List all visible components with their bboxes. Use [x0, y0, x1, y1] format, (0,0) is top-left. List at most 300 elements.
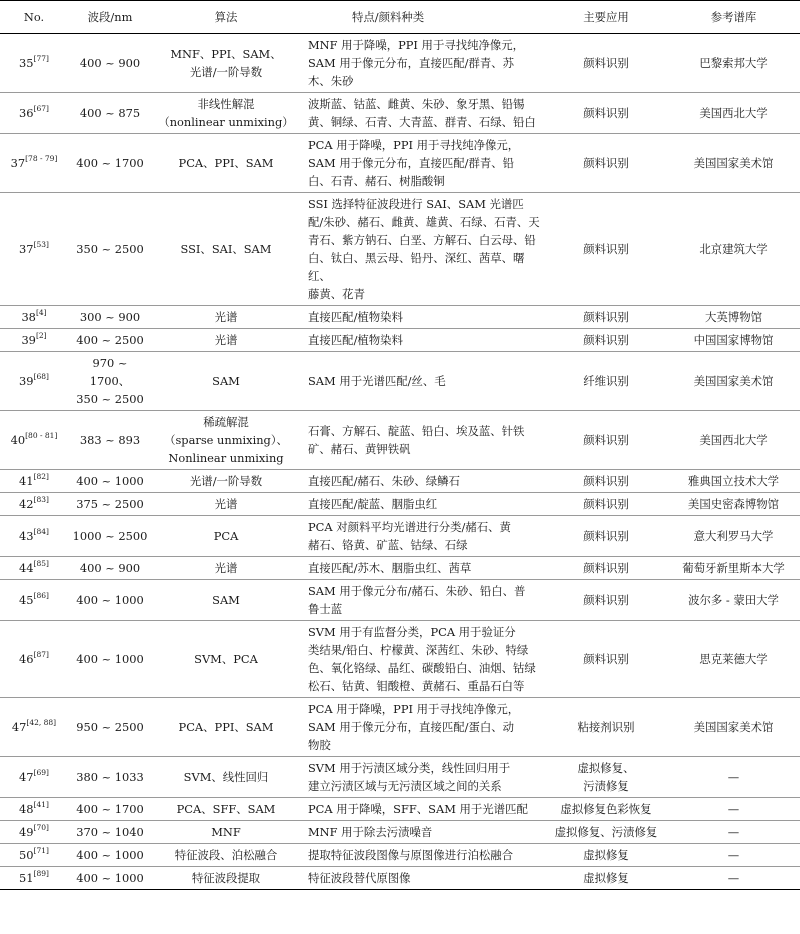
band-cell: [68, 493, 152, 516]
band-cell-line: 400 ~ 1000: [76, 593, 144, 607]
features-cell: [300, 698, 545, 757]
library-cell: [667, 34, 800, 93]
row-number: [0, 306, 68, 329]
algorithm-cell: [152, 844, 300, 867]
algorithm-cell-line: 稀疏解混: [203, 415, 249, 429]
features-cell-line: SAM 用于像元分布，直接匹配/群青、苏: [308, 56, 515, 70]
algorithm-cell: [152, 470, 300, 493]
band-cell: [68, 352, 152, 411]
features-cell: [300, 306, 545, 329]
row-number: [0, 34, 68, 93]
features-cell-line: SVM 用于污渍区域分类，线性回归用于: [308, 761, 511, 775]
row-number-text: 39: [19, 374, 34, 388]
features-cell: [300, 621, 545, 698]
library-cell-line: 北京建筑大学: [699, 242, 768, 256]
table-row: [0, 34, 800, 93]
features-cell: [300, 329, 545, 352]
table-row: [0, 516, 800, 557]
features-cell-line: 赭石、铬黄、矿蓝、钴绿、石绿: [308, 538, 468, 552]
row-number-text: 45: [19, 593, 34, 607]
features-cell: [300, 134, 545, 193]
algorithm-cell: [152, 557, 300, 580]
reference-citation: [2]: [35, 331, 47, 340]
features-cell-line: 直接匹配/植物染料: [308, 333, 403, 347]
library-cell-line: —: [727, 825, 740, 839]
algorithm-cell: [152, 193, 300, 306]
band-cell-line: 400 ~ 1700: [76, 156, 144, 170]
library-cell: [667, 134, 800, 193]
table-row: [0, 93, 800, 134]
application-cell: [545, 580, 667, 621]
features-cell-line: 矿、赭石、黄钾铁矾: [308, 442, 411, 456]
column-header-features: 特点/颜料种类: [300, 1, 545, 34]
table-row: [0, 844, 800, 867]
application-cell-line: 颜料识别: [583, 529, 629, 543]
library-cell: [667, 580, 800, 621]
library-cell: [667, 352, 800, 411]
band-cell-line: 970 ~ 1700、: [89, 356, 131, 388]
features-cell: [300, 352, 545, 411]
band-cell-line: 370 ~ 1040: [76, 825, 144, 839]
library-cell: [667, 798, 800, 821]
features-cell-line: 配/朱砂、赭石、雌黄、雄黄、石绿、石青、天: [308, 215, 540, 229]
features-cell-line: SAM 用于光谱匹配/丝、毛: [308, 374, 446, 388]
table-row: [0, 352, 800, 411]
application-cell: [545, 798, 667, 821]
reference-citation: [82]: [33, 472, 49, 481]
band-cell-line: 400 ~ 1000: [76, 474, 144, 488]
band-cell: [68, 798, 152, 821]
algorithm-cell: [152, 306, 300, 329]
algorithm-cell-line: PCA、PPI、SAM: [178, 720, 274, 734]
application-cell-line: 污渍修复: [583, 779, 629, 793]
band-cell-line: 350 ~ 2500: [76, 392, 144, 406]
features-cell-line: PCA 用于降噪，PPI 用于寻找纯净像元，: [308, 138, 520, 152]
application-cell-line: 颜料识别: [583, 497, 629, 511]
features-cell-line: 鲁士蓝: [308, 602, 343, 616]
row-number-text: 37: [19, 242, 34, 256]
features-cell-line: 石膏、方解石、靛蓝、铅白、埃及蓝、针铁: [308, 424, 525, 438]
table-row: [0, 557, 800, 580]
row-number-text: 38: [21, 310, 36, 324]
library-cell-line: 波尔多 - 蒙田大学: [688, 593, 779, 607]
library-cell-line: 巴黎索邦大学: [699, 56, 768, 70]
application-cell-line: 纤维识别: [583, 374, 629, 388]
table-row: [0, 134, 800, 193]
features-cell-line: PCA 用于降噪，SFF、SAM 用于光谱匹配: [308, 802, 528, 816]
reference-citation: [53]: [33, 240, 49, 249]
application-cell: [545, 411, 667, 470]
table-row: [0, 411, 800, 470]
library-cell-line: 意大利罗马大学: [693, 529, 774, 543]
column-header-application: 主要应用: [545, 1, 667, 34]
application-cell: [545, 329, 667, 352]
band-cell-line: 400 ~ 1000: [76, 871, 144, 885]
features-cell-line: SSI 选择特征波段进行 SAI、SAM 光谱匹: [308, 197, 524, 211]
table-row: [0, 580, 800, 621]
algorithm-cell: [152, 93, 300, 134]
table-row: [0, 698, 800, 757]
algorithm-cell-line: SAM: [212, 593, 240, 607]
library-cell: [667, 329, 800, 352]
features-cell: [300, 757, 545, 798]
algorithm-cell: [152, 580, 300, 621]
row-number: [0, 352, 68, 411]
row-number-text: 50: [19, 848, 34, 862]
row-number-text: 40: [10, 433, 26, 447]
column-header-algorithm: 算法: [152, 1, 300, 34]
column-header-library: 参考谱库: [667, 1, 800, 34]
features-cell: [300, 411, 545, 470]
application-cell-line: 虚拟修复: [583, 871, 629, 885]
algorithm-cell: [152, 798, 300, 821]
table-row: [0, 493, 800, 516]
features-cell: [300, 844, 545, 867]
band-cell: [68, 580, 152, 621]
features-cell: [300, 516, 545, 557]
table-header-row: [0, 1, 800, 34]
band-cell-line: 350 ~ 2500: [76, 242, 144, 256]
features-cell-line: 类结果/铅白、柠檬黄、深茜红、朱砂、特绿: [308, 643, 529, 657]
row-number: [0, 470, 68, 493]
algorithm-cell-line: MNF: [211, 825, 241, 839]
reference-citation: [83]: [33, 495, 49, 504]
library-cell-line: 美国国家美术馆: [693, 374, 774, 388]
row-number-text: 49: [19, 825, 34, 839]
band-cell: [68, 306, 152, 329]
algorithm-cell-line: 光谱: [214, 497, 238, 511]
application-cell: [545, 821, 667, 844]
band-cell: [68, 821, 152, 844]
row-number: [0, 580, 68, 621]
reference-citation: [4]: [35, 308, 47, 317]
features-cell-line: PCA 对颜料平均光谱进行分类/赭石、黄: [308, 520, 511, 534]
features-cell-line: MNF 用于除去污渍噪音: [308, 825, 433, 839]
reference-citation: [77]: [33, 54, 49, 63]
algorithm-cell: [152, 621, 300, 698]
row-number: [0, 798, 68, 821]
application-cell-line: 颜料识别: [583, 474, 629, 488]
library-cell-line: 雅典国立技术大学: [687, 474, 780, 488]
reference-citation: [80 - 81]: [25, 431, 58, 440]
band-cell-line: 400 ~ 1000: [76, 848, 144, 862]
features-cell-line: 直接匹配/靛蓝、胭脂虫红: [308, 497, 438, 511]
library-cell: [667, 306, 800, 329]
row-number-text: 51: [19, 871, 34, 885]
library-cell: [667, 821, 800, 844]
band-cell: [68, 557, 152, 580]
reference-citation: [84]: [33, 527, 49, 536]
features-cell-line: 直接匹配/苏木、胭脂虫红、茜草: [308, 561, 472, 575]
band-cell: [68, 329, 152, 352]
reference-citation: [89]: [33, 869, 49, 878]
algorithm-cell-line: SVM、线性回归: [183, 770, 269, 784]
table-row: [0, 306, 800, 329]
algorithm-cell-line: 非线性解混: [197, 97, 255, 111]
library-cell: [667, 93, 800, 134]
algorithm-cell-line: 光谱: [214, 310, 238, 324]
application-cell-line: 颜料识别: [583, 242, 629, 256]
band-cell: [68, 93, 152, 134]
library-cell-line: 美国西北大学: [699, 106, 768, 120]
band-cell: [68, 411, 152, 470]
application-cell: [545, 306, 667, 329]
row-number-text: 37: [10, 156, 26, 170]
band-cell-line: 400 ~ 2500: [76, 333, 144, 347]
features-cell-line: 黄、铜绿、石青、大青蓝、群青、石绿、铅白: [308, 115, 536, 129]
row-number: [0, 193, 68, 306]
row-number: [0, 329, 68, 352]
library-cell-line: —: [727, 848, 740, 862]
application-cell-line: 虚拟修复色彩恢复: [560, 802, 652, 816]
band-cell: [68, 134, 152, 193]
application-cell: [545, 193, 667, 306]
library-cell-line: 大英博物馆: [705, 310, 762, 324]
features-cell-line: SAM 用于像元分布，直接匹配/蛋白、动: [308, 720, 515, 734]
features-cell: [300, 93, 545, 134]
algorithm-cell-line: PCA、PPI、SAM: [178, 156, 274, 170]
application-cell: [545, 93, 667, 134]
band-cell: [68, 757, 152, 798]
algorithm-cell-line: PCA、SFF、SAM: [176, 802, 276, 816]
row-number: [0, 93, 68, 134]
application-cell-line: 颜料识别: [583, 56, 629, 70]
band-cell: [68, 698, 152, 757]
application-cell-line: 颜料识别: [583, 156, 629, 170]
row-number: [0, 844, 68, 867]
algorithm-cell-line: SVM、PCA: [194, 652, 258, 666]
band-cell: [68, 516, 152, 557]
application-cell-line: 虚拟修复、: [577, 761, 635, 775]
application-cell: [545, 698, 667, 757]
library-cell: [667, 411, 800, 470]
application-cell-line: 虚拟修复、污渍修复: [554, 825, 658, 839]
row-number: [0, 821, 68, 844]
application-cell-line: 颜料识别: [583, 106, 629, 120]
algorithm-cell: [152, 134, 300, 193]
application-cell: [545, 34, 667, 93]
column-header-band: 波段/nm: [68, 1, 152, 34]
algorithm-cell: [152, 867, 300, 890]
application-cell-line: 颜料识别: [583, 593, 629, 607]
application-cell: [545, 493, 667, 516]
features-cell-line: 色、氧化铬绿、晶红、碳酸铅白、油烟、钴绿: [308, 661, 536, 675]
library-cell: [667, 516, 800, 557]
library-cell-line: 美国史密森博物馆: [687, 497, 780, 511]
row-number-text: 47: [11, 720, 27, 734]
reference-citation: [69]: [33, 768, 49, 777]
band-cell: [68, 193, 152, 306]
band-cell-line: 400 ~ 900: [79, 56, 141, 70]
algorithm-cell-line: Nonlinear unmixing: [168, 451, 284, 465]
features-cell: [300, 493, 545, 516]
library-cell: [667, 493, 800, 516]
application-cell: [545, 470, 667, 493]
library-cell-line: 葡萄牙新里斯本大学: [682, 561, 785, 575]
features-cell: [300, 798, 545, 821]
row-number-text: 42: [19, 497, 34, 511]
band-cell-line: 950 ~ 2500: [76, 720, 144, 734]
algorithm-cell: [152, 352, 300, 411]
table-row: [0, 821, 800, 844]
features-cell-line: MNF 用于降噪，PPI 用于寻找纯净像元，: [308, 38, 525, 52]
application-cell-line: 虚拟修复: [583, 848, 629, 862]
row-number: [0, 493, 68, 516]
library-cell: [667, 470, 800, 493]
library-cell-line: 美国国家美术馆: [693, 156, 774, 170]
application-cell: [545, 844, 667, 867]
features-cell-line: 波斯蓝、钴蓝、雌黄、朱砂、象牙黑、铅锡: [308, 97, 525, 111]
band-cell: [68, 470, 152, 493]
algorithm-cell: [152, 516, 300, 557]
band-cell-line: 383 ~ 893: [79, 433, 141, 447]
reference-citation: [78 - 79]: [25, 154, 58, 163]
features-cell-line: SAM 用于像元分布，直接匹配/群青、铅: [308, 156, 515, 170]
row-number-text: 35: [19, 56, 34, 70]
features-cell-line: 藤黄、花青: [308, 287, 365, 301]
algorithm-cell-line: SSI、SAI、SAM: [180, 242, 272, 256]
row-number-text: 43: [19, 529, 34, 543]
algorithm-cell-line: MNF、PPI、SAM、: [170, 47, 282, 61]
row-number: [0, 867, 68, 890]
features-cell-line: 直接匹配/植物染料: [308, 310, 403, 324]
features-cell: [300, 557, 545, 580]
library-cell: [667, 844, 800, 867]
algorithm-cell-line: 特征波段、泊松融合: [174, 848, 278, 862]
features-cell-line: 白、石青、赭石、树脂酸铜: [308, 174, 445, 188]
algorithm-cell: [152, 821, 300, 844]
reference-citation: [41]: [33, 800, 49, 809]
row-number-text: 41: [19, 474, 34, 488]
features-cell: [300, 821, 545, 844]
library-cell-line: 美国西北大学: [699, 433, 768, 447]
library-cell: [667, 557, 800, 580]
library-cell: [667, 867, 800, 890]
band-cell-line: 400 ~ 1000: [76, 652, 144, 666]
application-cell-line: 颜料识别: [583, 433, 629, 447]
features-cell-line: 松石、钴黄、钼酸橙、黄赭石、重晶石白等: [308, 679, 525, 693]
table-row: [0, 470, 800, 493]
features-cell: [300, 867, 545, 890]
application-cell: [545, 516, 667, 557]
features-cell-line: 特征波段替代原图像: [308, 871, 411, 885]
row-number-text: 48: [19, 802, 34, 816]
library-cell: [667, 621, 800, 698]
library-cell-line: —: [727, 770, 740, 784]
algorithm-cell-line: 光谱: [214, 333, 238, 347]
reference-citation: [70]: [33, 823, 49, 832]
features-cell-line: 直接匹配/赭石、朱砂、绿鳞石: [308, 474, 460, 488]
algorithm-cell-line: 光谱: [214, 561, 238, 575]
application-cell: [545, 134, 667, 193]
algorithm-cell: [152, 411, 300, 470]
table-row: [0, 621, 800, 698]
application-cell: [545, 621, 667, 698]
application-cell: [545, 352, 667, 411]
library-cell-line: 中国国家博物馆: [693, 333, 774, 347]
band-cell-line: 400 ~ 875: [79, 106, 141, 120]
application-cell-line: 粘接剂识别: [577, 720, 635, 734]
reference-citation: [86]: [33, 591, 49, 600]
features-cell-line: 白、钛白、黑云母、铅丹、深红、茜草、曙红、: [308, 251, 525, 283]
row-number: [0, 757, 68, 798]
row-number-text: 46: [19, 652, 34, 666]
algorithm-cell: [152, 493, 300, 516]
row-number: [0, 557, 68, 580]
application-cell-line: 颜料识别: [583, 652, 629, 666]
library-cell-line: —: [727, 871, 740, 885]
band-cell-line: 1000 ~ 2500: [72, 529, 148, 543]
reference-citation: [71]: [33, 846, 49, 855]
reference-citation: [85]: [33, 559, 49, 568]
reference-citation: [87]: [33, 650, 49, 659]
features-cell: [300, 470, 545, 493]
table-row: [0, 798, 800, 821]
row-number: [0, 516, 68, 557]
table-row: [0, 329, 800, 352]
algorithm-cell-line: （sparse unmixing）、: [164, 433, 288, 447]
band-cell-line: 400 ~ 1700: [76, 802, 144, 816]
application-cell-line: 颜料识别: [583, 561, 629, 575]
row-number-text: 39: [21, 333, 36, 347]
algorithm-cell-line: （nonlinear unmixing）: [158, 115, 294, 129]
band-cell-line: 375 ~ 2500: [76, 497, 144, 511]
library-cell: [667, 698, 800, 757]
band-cell: [68, 844, 152, 867]
features-cell-line: 青石、紫方钠石、白垩、方解石、白云母、铅: [308, 233, 536, 247]
features-cell-line: 物胶: [308, 738, 331, 752]
band-cell: [68, 621, 152, 698]
library-cell-line: 美国国家美术馆: [693, 720, 774, 734]
row-number: [0, 621, 68, 698]
application-cell-line: 颜料识别: [583, 333, 629, 347]
features-cell: [300, 580, 545, 621]
features-cell: [300, 34, 545, 93]
row-number: [0, 411, 68, 470]
reference-citation: [67]: [33, 104, 49, 113]
reference-citation: [68]: [33, 372, 49, 381]
algorithm-cell: [152, 329, 300, 352]
table-row: [0, 193, 800, 306]
row-number-text: 44: [19, 561, 34, 575]
features-cell-line: 建立污渍区域与无污渍区域之间的关系: [308, 779, 502, 793]
row-number-text: 47: [19, 770, 34, 784]
library-cell: [667, 757, 800, 798]
band-cell: [68, 867, 152, 890]
table-body: [0, 34, 800, 890]
row-number-text: 36: [19, 106, 34, 120]
application-cell-line: 颜料识别: [583, 310, 629, 324]
algorithm-cell: [152, 757, 300, 798]
row-number: [0, 134, 68, 193]
application-cell: [545, 757, 667, 798]
features-cell: [300, 193, 545, 306]
library-cell: [667, 193, 800, 306]
algorithm-cell-line: PCA: [213, 529, 239, 543]
band-cell-line: 380 ~ 1033: [76, 770, 144, 784]
features-cell-line: 提取特征波段图像与原图像进行泊松融合: [308, 848, 514, 862]
algorithm-cell: [152, 34, 300, 93]
algorithm-cell-line: 光谱/一阶导数: [189, 65, 263, 79]
features-cell-line: SVM 用于有监督分类，PCA 用于验证分: [308, 625, 516, 639]
algorithm-cell-line: SAM: [212, 374, 240, 388]
library-cell-line: 思克莱德大学: [699, 652, 768, 666]
row-number: [0, 698, 68, 757]
band-cell: [68, 34, 152, 93]
library-cell-line: —: [727, 802, 740, 816]
table-row: [0, 757, 800, 798]
application-cell: [545, 867, 667, 890]
